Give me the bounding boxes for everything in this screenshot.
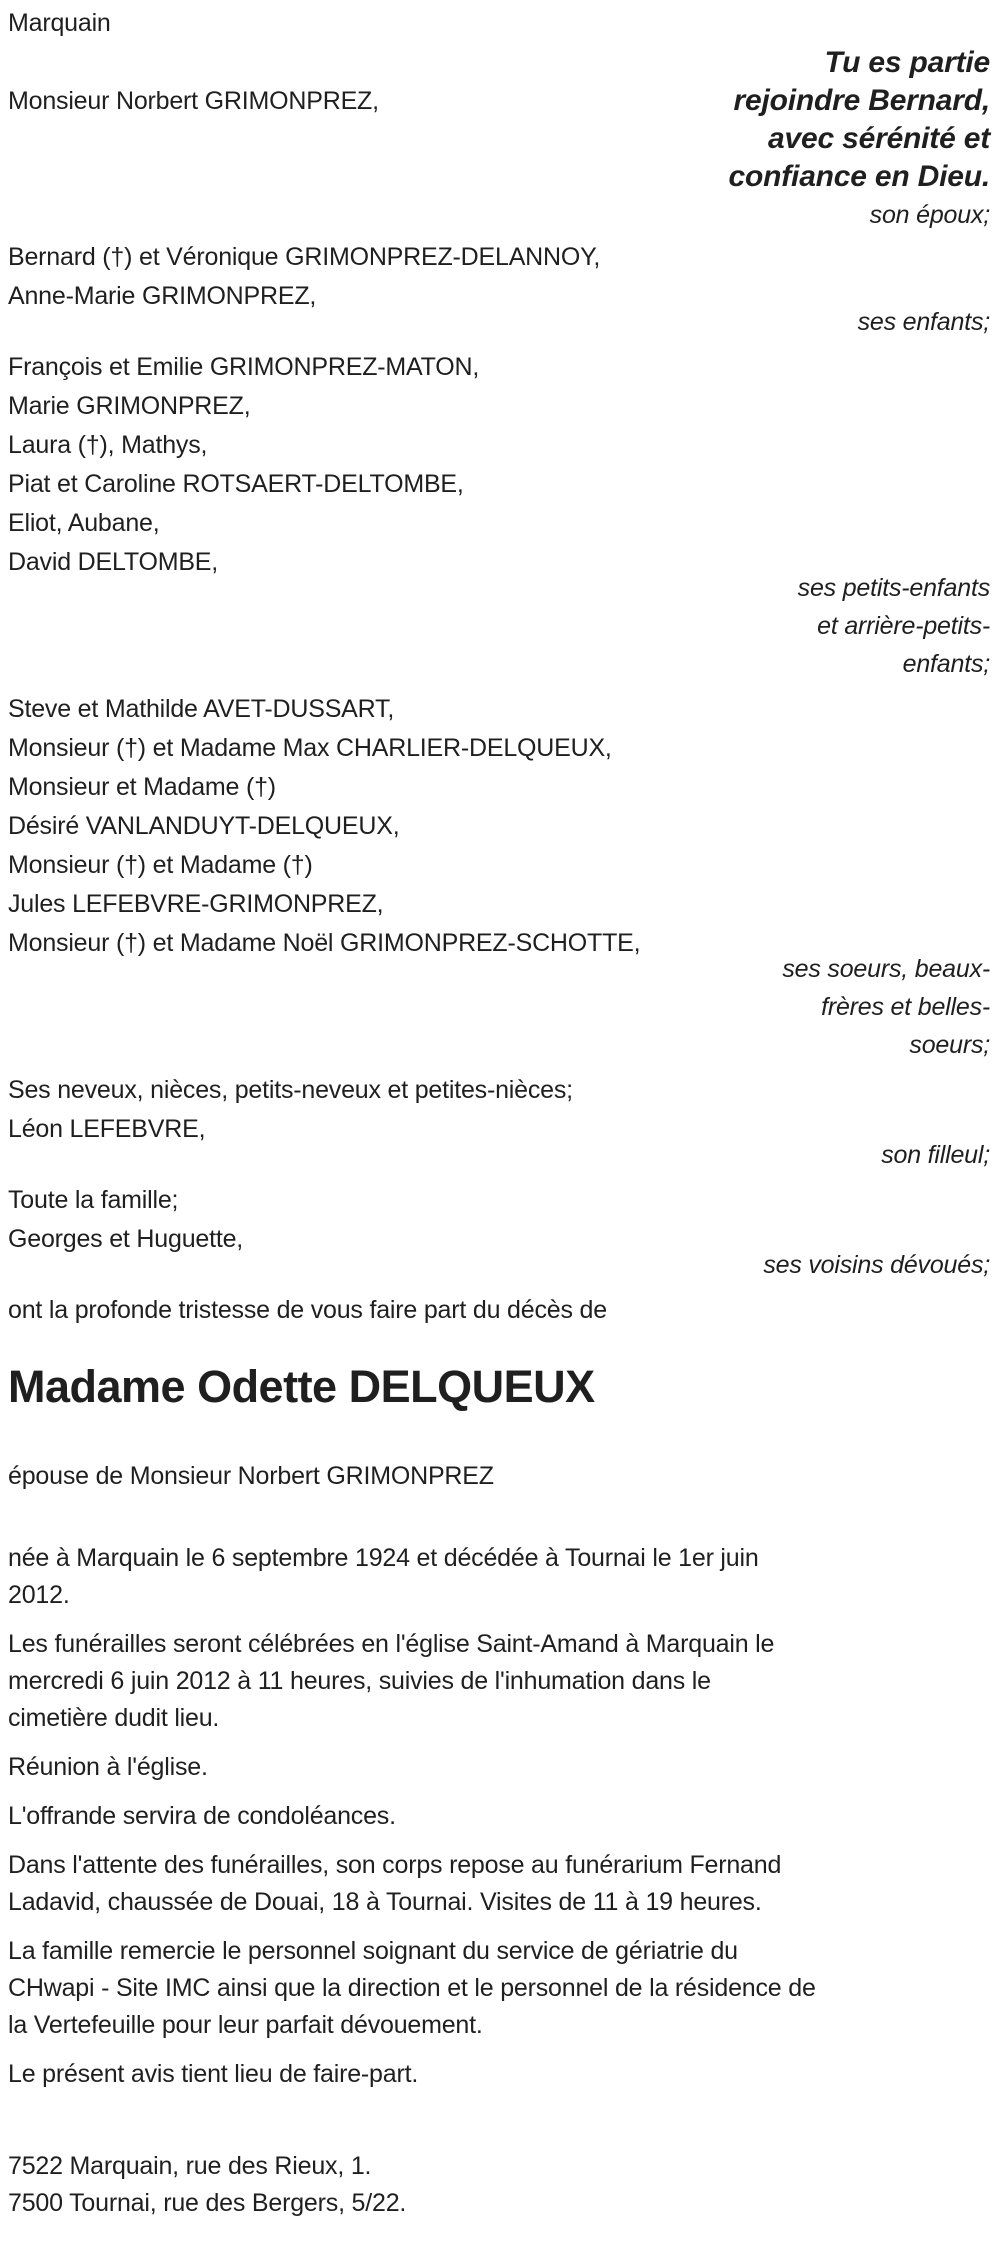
paragraph-line: mercredi 6 juin 2012 à 11 heures, suivies de l'inhumation dans le xyxy=(8,1667,711,1695)
mourner-line: Georges et Huguette, xyxy=(8,1225,244,1253)
epitaph-line: confiance en Dieu. xyxy=(728,160,990,193)
mourner-line: Eliot, Aubane, xyxy=(8,509,160,537)
mourner-line: Monsieur (†) et Madame Noël GRIMONPREZ-SCHOTTE, xyxy=(8,929,641,957)
mourner-line: Anne-Marie GRIMONPREZ, xyxy=(8,282,317,310)
paragraph-line: cimetière dudit lieu. xyxy=(8,1704,220,1732)
paragraph-line: CHwapi - Site IMC ainsi que la direction et le personnel de la résidence de xyxy=(8,1974,816,2002)
paragraph-line: 2012. xyxy=(8,1581,70,1609)
mourner-line: Piat et Caroline ROTSAERT-DELTOMBE, xyxy=(8,470,464,498)
paragraph xyxy=(8,2056,990,2093)
role-line: frères et belles- xyxy=(821,993,990,1021)
mourner-line: Marie GRIMONPREZ, xyxy=(8,392,251,420)
names-section xyxy=(8,4,990,1284)
role-line: ses voisins dévoués; xyxy=(763,1251,990,1279)
paragraph-line: Ladavid, chaussée de Douai, 18 à Tournai. Visites de 11 à 19 heures. xyxy=(8,1888,762,1916)
paragraph xyxy=(8,1540,990,1614)
addresses xyxy=(8,2148,990,2222)
mourner-line: François et Emilie GRIMONPREZ-MATON, xyxy=(8,353,480,381)
epitaph xyxy=(729,44,990,234)
epitaph-lines xyxy=(729,44,990,196)
mourner-line: Monsieur (†) et Madame (†) xyxy=(8,851,313,879)
mourner-line: Ses neveux, nièces, petits-neveux et petites-nièces; xyxy=(8,1076,573,1104)
relation-line: épouse de Monsieur Norbert GRIMONPREZ xyxy=(8,1462,494,1490)
paragraph-line: Les funérailles seront célébrées en l'église Saint-Amand à Marquain le xyxy=(8,1630,775,1658)
mourner-line: Jules LEFEBVRE-GRIMONPREZ, xyxy=(8,890,384,918)
mourner-line: Laura (†), Mathys, xyxy=(8,431,208,459)
paragraph xyxy=(8,1847,990,1921)
paragraph-line: Le présent avis tient lieu de faire-part. xyxy=(8,2060,419,2088)
epitaph-line: avec sérénité et xyxy=(768,122,990,155)
role-line: et arrière-petits- xyxy=(817,612,990,640)
paragraph xyxy=(8,1749,990,1786)
epitaph-attribution: son époux; xyxy=(869,201,990,229)
paragraph-line: Réunion à l'église. xyxy=(8,1753,208,1781)
role-line: enfants; xyxy=(902,650,990,678)
mourner-line: Léon LEFEBVRE, xyxy=(8,1115,206,1143)
page-title-deceased-name: Madame Odette DELQUEUX xyxy=(8,1361,595,1412)
mourner-line: Marquain xyxy=(8,9,111,37)
paragraph-line: Dans l'attente des funérailles, son corps repose au funérarium Fernand xyxy=(8,1851,782,1879)
address-line: 7522 Marquain, rue des Rieux, 1. xyxy=(8,2152,372,2180)
mourner-line: Désiré VANLANDUYT-DELQUEUX, xyxy=(8,812,400,840)
mourner-line: Toute la famille; xyxy=(8,1186,179,1214)
mourner-line: Monsieur et Madame (†) xyxy=(8,773,276,801)
paragraph-line: née à Marquain le 6 septembre 1924 et décédée à Tournai le 1er juin xyxy=(8,1544,759,1572)
epitaph-line: rejoindre Bernard, xyxy=(733,84,990,117)
paragraph xyxy=(8,1798,990,1835)
role-line: ses soeurs, beaux- xyxy=(782,955,990,983)
role-line: ses enfants; xyxy=(857,308,990,336)
paragraph-line: La famille remercie le personnel soignant du service de gériatrie du xyxy=(8,1937,738,1965)
body-paragraphs xyxy=(8,1540,990,2093)
mourner-line: Monsieur (†) et Madame Max CHARLIER-DELQUEUX, xyxy=(8,734,612,762)
role-line: son filleul; xyxy=(881,1141,990,1169)
paragraph xyxy=(8,1626,990,1737)
address-line: 7500 Tournai, rue des Bergers, 5/22. xyxy=(8,2189,407,2217)
role-line: soeurs; xyxy=(909,1031,990,1059)
mourner-line: Steve et Mathilde AVET-DUSSART, xyxy=(8,695,395,723)
paragraph-line: L'offrande servira de condoléances. xyxy=(8,1802,396,1830)
role-line: ses petits-enfants xyxy=(797,574,990,602)
epitaph-line: Tu es partie xyxy=(824,46,990,79)
mourner-line: Bernard (†) et Véronique GRIMONPREZ-DELANNOY, xyxy=(8,243,601,271)
paragraph-line: la Vertefeuille pour leur parfait dévouement. xyxy=(8,2011,483,2039)
paragraph xyxy=(8,1933,990,2044)
mourner-line: Monsieur Norbert GRIMONPREZ, xyxy=(8,87,379,115)
announcement-line: ont la profonde tristesse de vous faire part du décès de xyxy=(8,1296,607,1324)
mourner-line: David DELTOMBE, xyxy=(8,548,219,576)
